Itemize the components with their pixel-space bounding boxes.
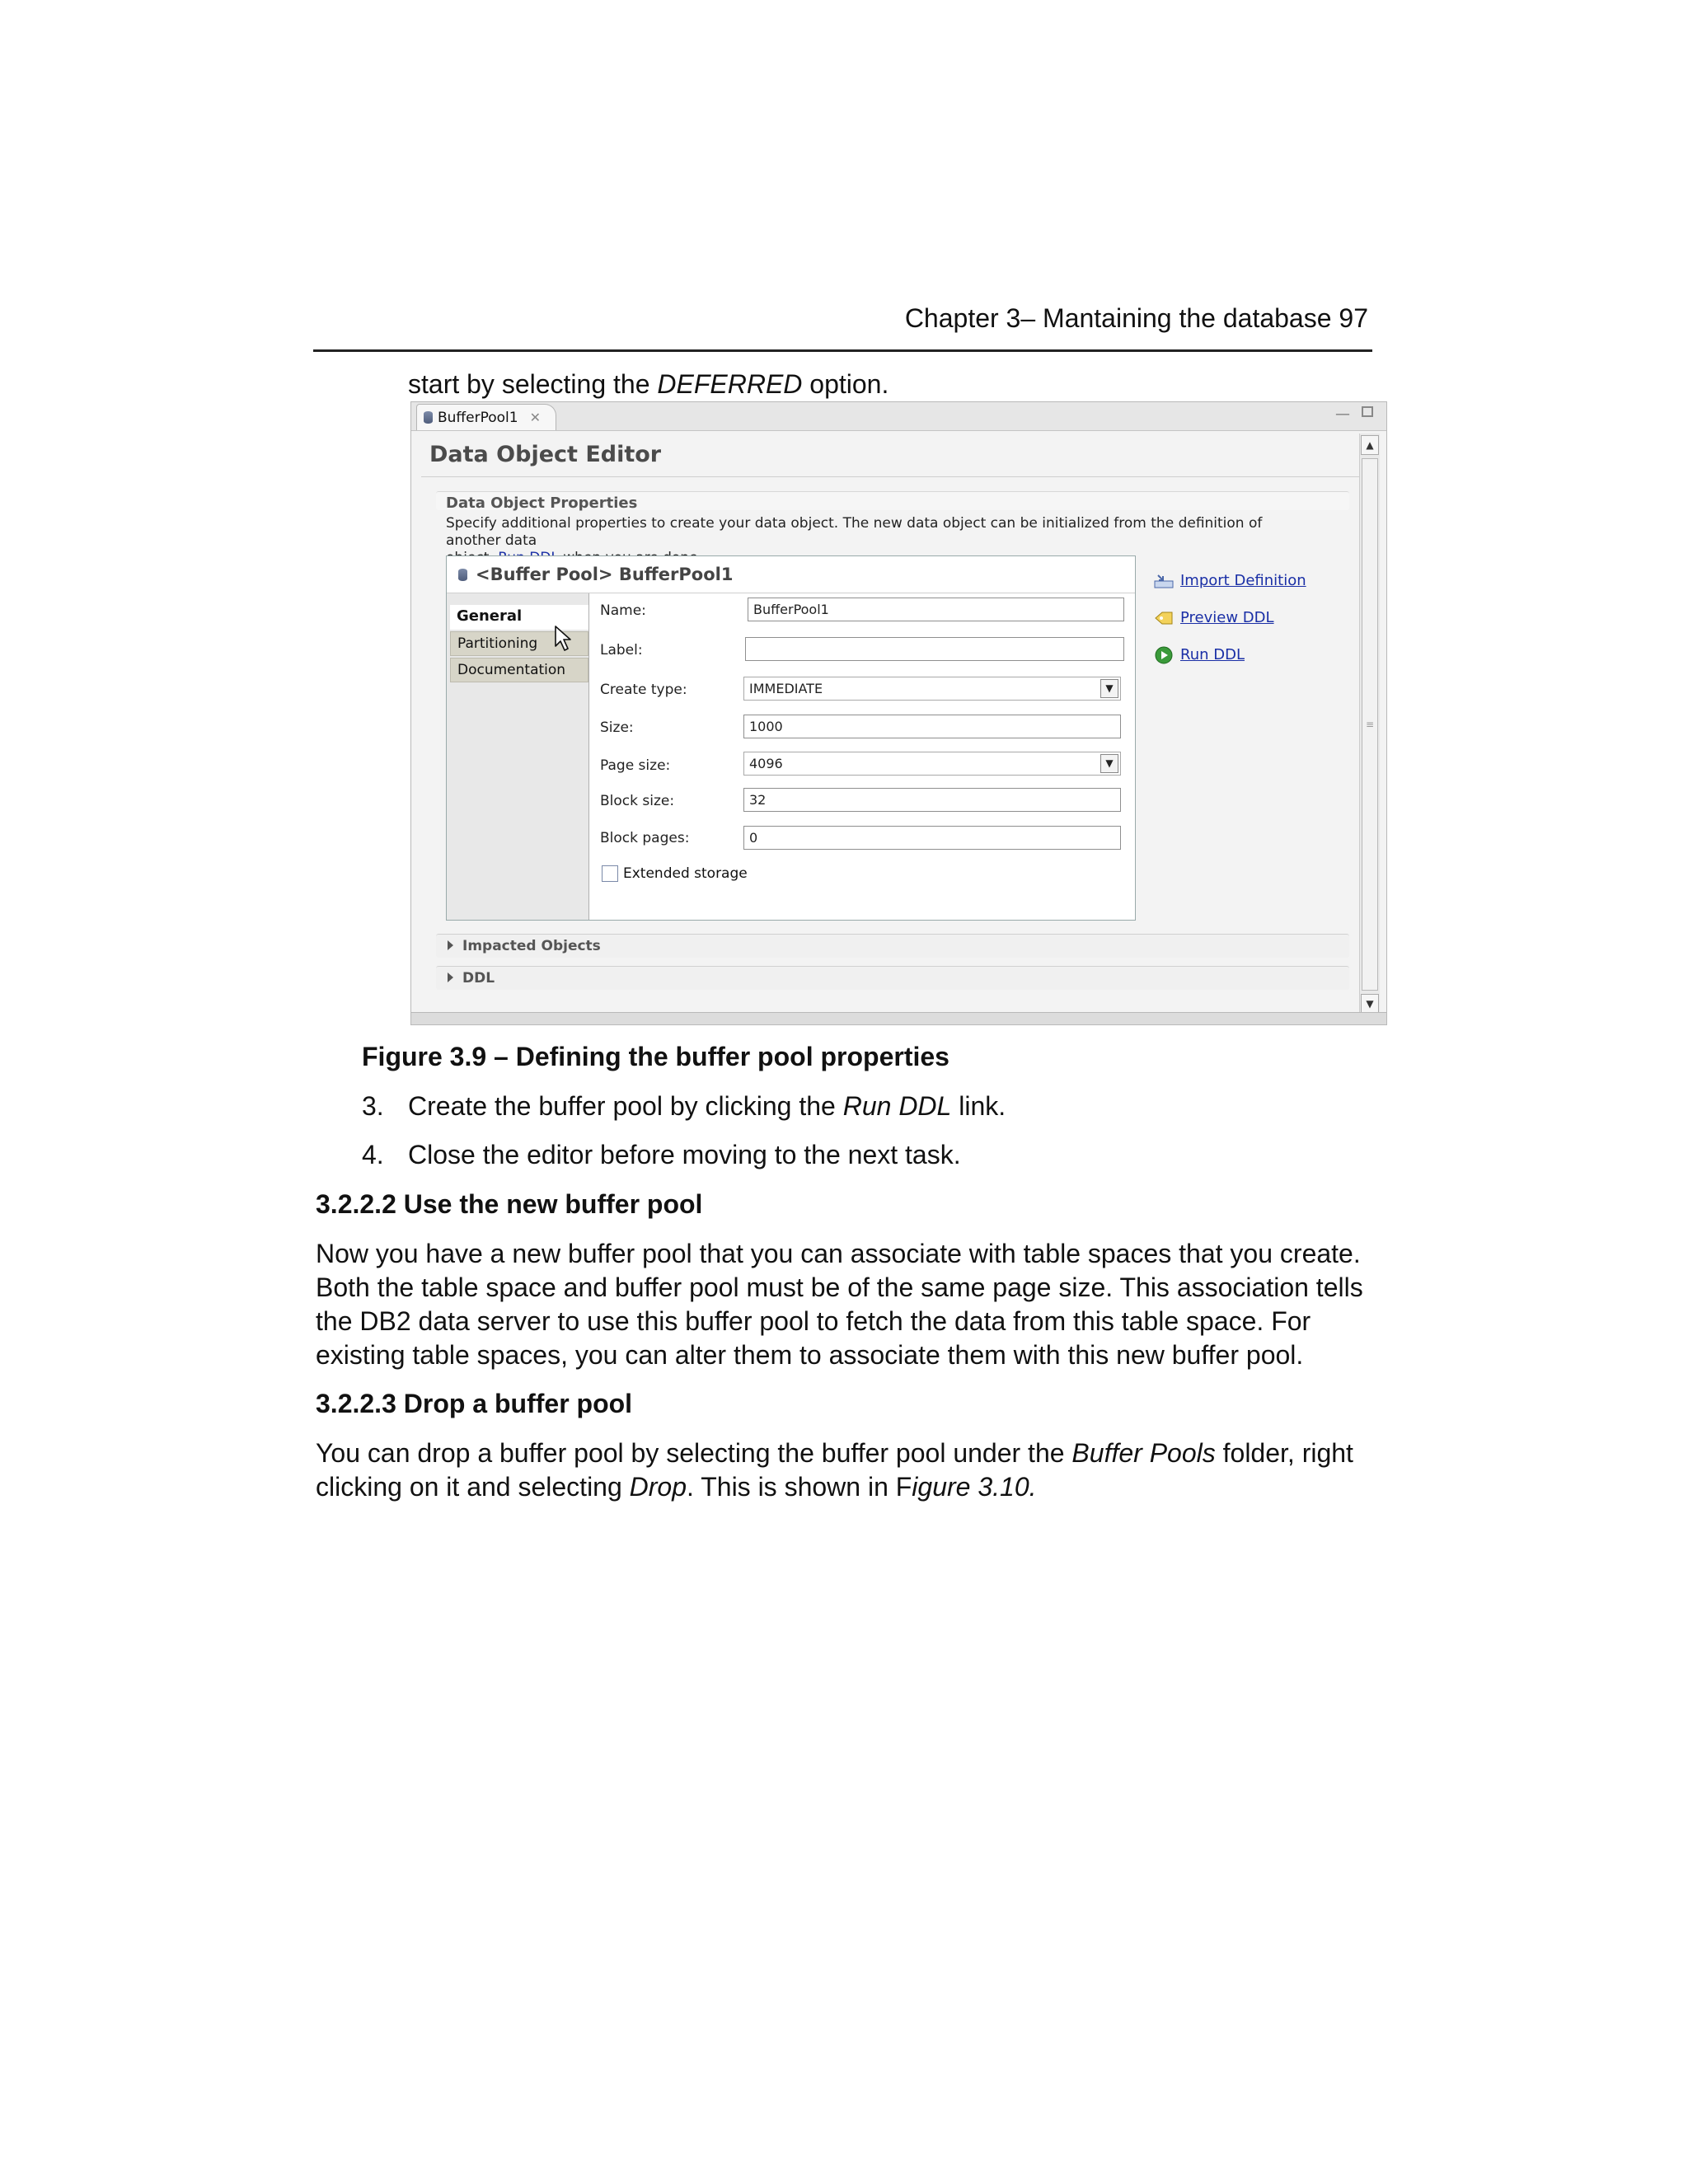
block-size-input[interactable]: 32 [743,788,1121,812]
run-ddl-action[interactable]: Run DDL [1154,646,1245,663]
chevron-down-icon[interactable]: ▼ [1100,754,1118,773]
label-label: Label: [600,642,643,658]
properties-section-title: Data Object Properties [446,494,638,512]
ddl-section[interactable]: DDL [436,966,1349,990]
intro-line: start by selecting the DEFERRED option. [408,369,889,399]
tab-general[interactable]: General [450,605,588,630]
buffer-pool-form-panel [446,555,1136,921]
scroll-up-icon[interactable]: ▲ [1361,435,1379,455]
import-definition-action[interactable]: Import Definition [1154,572,1306,589]
chevron-right-icon [448,972,453,982]
create-type-label: Create type: [600,682,687,698]
properties-description: Specify additional properties to create your data object. The new data object can be initialized from the definition of another data [446,515,1311,567]
step-3-text: Create the buffer pool by clicking the Run DDL link. [408,1091,1006,1121]
mouse-cursor-icon [554,625,575,653]
block-pages-input[interactable]: 0 [743,826,1121,850]
section-heading-use-buffer-pool: 3.2.2.2 Use the new buffer pool [316,1189,703,1219]
size-label: Size: [600,719,634,736]
import-icon [1154,573,1174,589]
editor-tab-bufferpool1[interactable] [416,404,556,430]
step-3 [362,1090,384,1123]
label-input[interactable] [745,637,1124,661]
close-icon[interactable]: ✕ [529,410,541,425]
chevron-right-icon [448,940,453,950]
section-heading-drop-buffer-pool: 3.2.2.3 Drop a buffer pool [316,1389,633,1418]
form-title: <Buffer Pool> BufferPool1 [458,565,733,584]
name-input[interactable]: BufferPool1 [748,598,1124,621]
scrollbar-thumb[interactable] [1362,458,1378,991]
tab-documentation[interactable]: Documentation [450,658,588,682]
page-size-label: Page size: [600,757,671,774]
preview-ddl-action[interactable]: Preview DDL [1154,609,1274,626]
run-icon [1154,647,1174,663]
page-size-select[interactable]: 4096 ▼ [743,752,1121,776]
side-tab-list [447,593,589,920]
data-object-editor-window [410,401,1387,1025]
editor-title: Data Object Editor [429,442,662,467]
chevron-down-icon[interactable]: ▼ [1100,679,1118,698]
step-number: 4. [362,1140,384,1169]
section1-paragraph: Now you have a new buffer pool that you can associate with table spaces that you create. Both the table space and buffer pool must be of the same page size. This association tells the DB2 data server to use this buffer pool to fetch the data from this table space. For existing table spaces, you can alter them to associate them with this new buffer pool. [316,1239,1363,1370]
section2-paragraph: You can drop a buffer pool by selecting the buffer pool under the Buffer Pools folder, right clicking on it and selecting Drop. This is shown in Figure 3.10. [316,1438,1353,1502]
tab-partitioning[interactable]: Partitioning [450,631,588,656]
preview-icon [1154,610,1174,626]
impacted-objects-section[interactable]: Impacted Objects [436,934,1349,958]
figure-caption: Figure 3.9 – Defining the buffer pool properties [362,1042,950,1071]
step-4 [362,1138,384,1172]
scroll-down-icon[interactable]: ▼ [1361,994,1379,1014]
step-4-text: Close the editor before moving to the next task. [408,1140,961,1169]
size-input[interactable]: 1000 [743,715,1121,738]
minimize-icon[interactable]: — [1335,405,1350,423]
editor-tab-bar [411,402,1386,431]
bottom-tab-strip [411,1012,1386,1025]
create-type-select[interactable]: IMMEDIATE ▼ [743,677,1121,701]
header-rule [313,349,1372,352]
step-number: 3. [362,1091,384,1121]
block-size-label: Block size: [600,793,675,809]
maximize-icon[interactable] [1362,406,1373,417]
database-icon [424,411,433,424]
extended-storage-checkbox[interactable] [602,865,618,882]
name-label: Name: [600,602,646,619]
editor-tab-label: BufferPool1 [438,409,518,426]
title-divider [421,476,1361,477]
extended-storage-label: Extended storage [623,865,748,882]
grip-icon: ≡ [1366,719,1375,730]
running-header: Chapter 3– Mantaining the database 97 [904,303,1368,333]
database-icon [458,569,467,581]
vertical-scrollbar[interactable] [1359,434,1380,1018]
block-pages-label: Block pages: [600,830,690,846]
